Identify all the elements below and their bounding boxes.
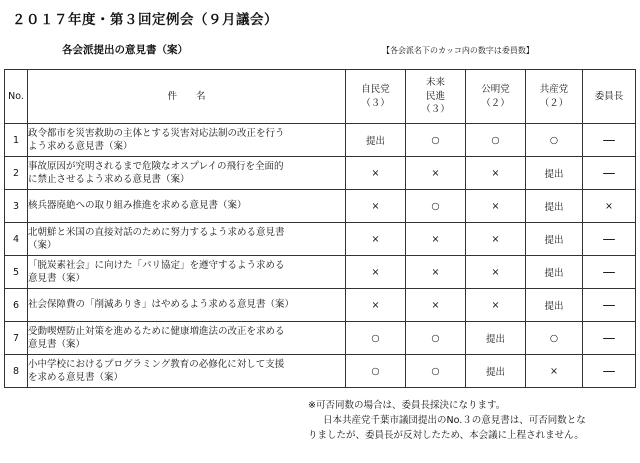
vote-mark: ○: [346, 322, 406, 355]
vote-mark: 提出: [526, 289, 583, 322]
vote-mark: ○: [466, 124, 526, 157]
vote-mark: ×: [346, 256, 406, 289]
vote-mark: ○: [526, 322, 583, 355]
vote-mark: 提出: [526, 157, 583, 190]
header-chair: 委員長: [583, 70, 636, 124]
footer-note-3: りましたが、委員長が反対したため、本会議に上程されません。: [308, 430, 584, 441]
vote-mark: ×: [346, 289, 406, 322]
table-header-row: [5, 70, 636, 124]
document-subtitle: 各会派提出の意見書（案）: [62, 44, 188, 56]
vote-mark: —: [583, 223, 636, 256]
vote-mark: —: [583, 355, 636, 388]
vote-mark: 提出: [346, 124, 406, 157]
vote-mark: —: [583, 322, 636, 355]
table-row: [5, 157, 636, 190]
table-row: [5, 124, 636, 157]
row-number: 6: [5, 289, 28, 322]
resolution-title: 政令都市を災害救助の主体とする災害対応法制の改正を行う よう求める意見書（案）: [28, 124, 346, 157]
vote-mark: ○: [526, 124, 583, 157]
footer-note-2: 日本共産党千葉市議団提出のNo.３の意見書は、可否同数とな: [323, 415, 586, 426]
vote-mark: ×: [406, 223, 466, 256]
vote-table: [4, 69, 636, 388]
resolution-title: 「脱炭素社会」に向けた「パリ協定」を遵守するよう求める 意見書（案）: [28, 256, 346, 289]
member-count-note: 【各会派名下のカッコ内の数字は委員数】: [382, 46, 534, 55]
row-number: 3: [5, 190, 28, 223]
vote-mark: ○: [406, 124, 466, 157]
table-row: [5, 190, 636, 223]
row-number: 7: [5, 322, 28, 355]
vote-mark: ×: [346, 223, 406, 256]
vote-mark: 提出: [466, 322, 526, 355]
table-row: [5, 223, 636, 256]
row-number: 4: [5, 223, 28, 256]
header-party: 未来 民進 （３）: [406, 70, 466, 124]
vote-mark: ×: [346, 190, 406, 223]
vote-mark: ×: [466, 190, 526, 223]
vote-mark: —: [583, 157, 636, 190]
row-number: 5: [5, 256, 28, 289]
header-item: 件 名: [28, 70, 346, 124]
table-row: [5, 322, 636, 355]
vote-mark: ○: [346, 355, 406, 388]
vote-mark: ×: [406, 157, 466, 190]
vote-mark: ×: [466, 223, 526, 256]
vote-mark: —: [583, 256, 636, 289]
header-party: 自民党 （３）: [346, 70, 406, 124]
vote-mark: —: [583, 289, 636, 322]
vote-mark: ○: [406, 355, 466, 388]
header-party: 共産党 （２）: [526, 70, 583, 124]
vote-mark: 提出: [526, 256, 583, 289]
document-title: ２０１７年度・第３回定例会（９月議会）: [12, 12, 278, 28]
row-number: 1: [5, 124, 28, 157]
vote-mark: ○: [406, 190, 466, 223]
table-row: [5, 355, 636, 388]
table-row: [5, 256, 636, 289]
resolution-title: 小中学校におけるプログラミング教育の必修化に対して支援 を求める意見書（案）: [28, 355, 346, 388]
row-number: 2: [5, 157, 28, 190]
table-row: [5, 289, 636, 322]
row-number: 8: [5, 355, 28, 388]
vote-mark: ×: [466, 256, 526, 289]
resolution-title: 事故原因が究明されるまで危険なオスプレイの飛行を全面的 に禁止させるよう求める意見書（案）: [28, 157, 346, 190]
resolution-title: 北朝鮮と米国の直接対話のために努力するよう求める意見書 （案）: [28, 223, 346, 256]
vote-mark: 提出: [526, 223, 583, 256]
vote-mark: ×: [346, 157, 406, 190]
vote-mark: ×: [406, 289, 466, 322]
footer-note-1: ※可否同数の場合は、委員長採決になります。: [308, 400, 506, 411]
vote-mark: ×: [466, 289, 526, 322]
vote-mark: 提出: [466, 355, 526, 388]
header-no: No.: [5, 70, 28, 124]
vote-mark: ×: [583, 190, 636, 223]
vote-mark: ×: [526, 355, 583, 388]
vote-mark: ○: [406, 322, 466, 355]
resolution-title: 受動喫煙防止対策を進めるために健康増進法の改正を求める 意見書（案）: [28, 322, 346, 355]
resolution-title: 社会保障費の「削減ありき」はやめるよう求める意見書（案）: [28, 289, 346, 322]
resolution-title: 核兵器廃絶への取り組み推進を求める意見書（案）: [28, 190, 346, 223]
vote-mark: ×: [466, 157, 526, 190]
header-party: 公明党 （２）: [466, 70, 526, 124]
vote-mark: ×: [406, 256, 466, 289]
vote-mark: 提出: [526, 190, 583, 223]
vote-mark: —: [583, 124, 636, 157]
